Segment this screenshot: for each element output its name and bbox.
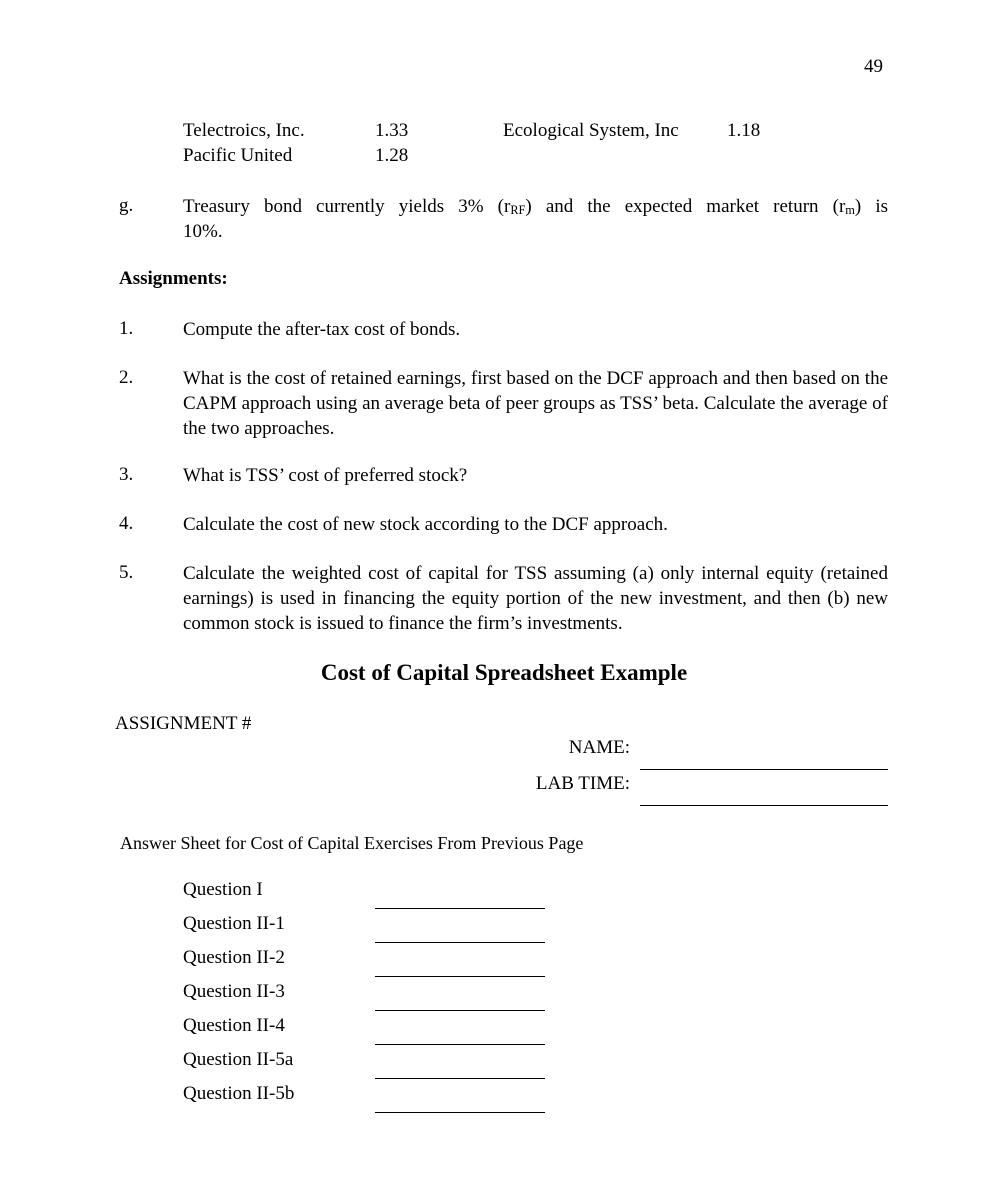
assignments-heading: Assignments:: [119, 268, 228, 289]
spreadsheet-title: Cost of Capital Spreadsheet Example: [320, 660, 688, 685]
question-label: Question II-3: [183, 981, 285, 1002]
question-label: Question II-5a: [183, 1049, 294, 1070]
answer-field[interactable]: [375, 1044, 545, 1045]
assignment-text: Calculate the weighted cost of capital for TSS assuming (a) only internal equity (retained earnings) is used in financing the equity portion of the new investment, and then (b) new common stock is issued to finance the firm’s investments.: [183, 563, 888, 634]
answer-field[interactable]: [375, 1112, 545, 1113]
question-label: Question II-5b: [183, 1083, 295, 1104]
item-g-line1: Treasury bond currently yields 3% $(r_{RF})$ and the expected market return $(r_m)$ is: [183, 196, 889, 217]
item-g-line2: 10%.: [183, 221, 223, 242]
item-g-marker: g.: [119, 195, 134, 216]
answer-field[interactable]: [375, 942, 545, 943]
assignment-text: Compute the after-tax cost of bonds.: [183, 319, 461, 340]
question-label: Question II-1: [183, 913, 285, 934]
lab-time-field[interactable]: [640, 805, 888, 806]
page-number: 49: [864, 56, 883, 77]
question-label: Question II-4: [183, 1015, 285, 1036]
assignment-text: What is TSS’ cost of preferred stock?: [183, 465, 468, 486]
answer-field[interactable]: [375, 908, 545, 909]
peer-beta: 1.18: [727, 120, 761, 141]
peer-beta: 1.33: [375, 120, 409, 141]
peer-name: Ecological System, Inc: [503, 120, 679, 141]
name-label: NAME:: [568, 737, 630, 758]
answer-field[interactable]: [375, 1078, 545, 1079]
answer-field[interactable]: [375, 1010, 545, 1011]
answer-sheet-heading: Answer Sheet for Cost of Capital Exercises From Previous Page: [120, 833, 584, 853]
answer-field[interactable]: [375, 976, 545, 977]
assignment-number-label: ASSIGNMENT #: [115, 713, 252, 734]
name-field[interactable]: [640, 769, 888, 770]
assignment-number: 4.: [119, 513, 134, 534]
assignment-text: What is the cost of retained earnings, first based on the DCF approach and then based on the CAPM approach using an average beta of peer groups as TSS’ beta. Calculate the average of the two approaches.: [183, 368, 888, 439]
assignment-number: 5.: [119, 562, 134, 583]
peer-beta: 1.28: [375, 145, 409, 166]
assignment-number: 1.: [119, 318, 134, 339]
question-label: Question I: [183, 879, 263, 900]
assignment-number: 2.: [119, 367, 134, 388]
question-label: Question II-2: [183, 947, 285, 968]
peer-name: Pacific United: [183, 145, 293, 166]
peer-name: Telectroics, Inc.: [183, 120, 305, 141]
assignment-text: Calculate the cost of new stock according to the DCF approach.: [183, 514, 668, 535]
assignment-number: 3.: [119, 464, 134, 485]
lab-time-label: LAB TIME:: [535, 773, 630, 794]
